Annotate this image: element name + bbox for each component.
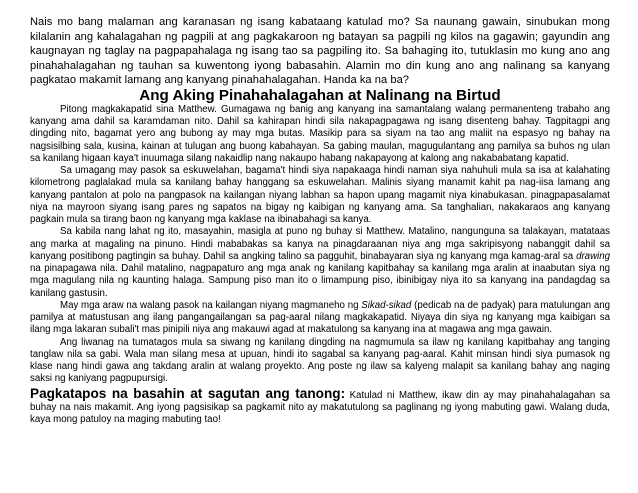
story-title: Ang Aking Pinahahalagahan at Nalinang na Birtud <box>139 86 501 104</box>
task-heading: Pagkatapos na basahin at sagutan ang tanong: <box>30 385 346 401</box>
story-paragraph-4-rest: (pedicab na de padyak) para matulungan ang pamilya at matustusan ang ilang pangangailangan sa pag-aaral nilang magkakapatid. Niyaya din siya ng kanyang mga kaibigan sa ilang mga lakaran subali't mas pinipili niya ang makauwi agad at makatulong sa kanyang ina at magawa ang mga gawain. <box>30 299 610 336</box>
story-paragraph-5: Ang liwanag na tumatagos mula sa siwang ng kanilang dingding na nagmumula sa ilaw ng kanilang kapitbahay ang tanging tanglaw nila sa gabi. Wala man silang mesa at upuan, hindi ito sagabal sa kanyang pag-aaral. Kahit minsan hindi siya pumasok ng klase nang hindi gawa ang takdang aralin at walang proyekto. Ang poste ng ilaw sa kalyeng malapit sa kanilang bahay ang naging saksi ng kaniyang pagpupursigi. <box>30 336 610 385</box>
story-paragraph-3-text: Sa kabila nang lahat ng ito, masayahin, masigla at puno ng buhay si Matthew. Matalino, nangunguna sa talakayan, matataas ang marka at magaling na pinuno. Hindi mababakas sa kanya na pinagdaraanan niya ang mga sakripisyong nabanggit dahil sa kanyang positibong pagtingin sa buhay. Dahil sa angking talino sa pagguhit, binabayaran siya ng kanyang mga kamag-aral sa <box>30 226 610 262</box>
story-paragraph-3-rest: na pinapagawa nila. Dahil matalino, nagpapaturo ang mga anak ng kanilang kapitbahay sa kanilang mga aralin at inaabutan siya ng mga magulang nila ng kaunting halaga. Sampung piso man ito o limampung piso, ibinibigay niya ito sa kanyang ina pandagdag sa kanilang gastusin. <box>30 263 610 299</box>
story-paragraph-2: Sa umagang may pasok sa eskuwelahan, bagama't hindi siya napakaaga hindi naman siya nahuhuli mula sa isa at kalahating kilometrong paglalakad mula sa kanilang bahay hanggang sa eskuwelahan. Malinis siyang manamit kahit pa nag-iisa lamang ang kanyang pantalon at polo na pangpasok na kailangan niyang labhan sa hapon upang magamit niya kinabukasan. pinagpapasalamat niya na mayroon siyang isang pares ng sapatos na bigay ng kaibigan ng kanyang ama. Sa tanghalian, nakakaraos ang kanyang pagkain mula sa tirang baon ng kanyang mga kaklase na ibinabahagi sa kanya. <box>30 165 610 226</box>
task-section <box>30 387 610 427</box>
sikad-sikad-word: Sikad-sikad <box>361 299 412 311</box>
document-page <box>30 15 610 426</box>
story-paragraph-4 <box>30 300 610 337</box>
story-paragraph-4-text: May mga araw na walang pasok na kailangan niyang magmaneho ng <box>60 299 359 311</box>
intro-paragraph: Nais mo bang malaman ang karanasan ng isang kabataang katulad mo? Sa naunang gawain, sinubukan mong kilalanin ang kahalagahan ng pagpili at ang pagkakaroon ng batayan sa pagpili ng kilos na gagawin; gayundin ang kaugnayan ng taglay na pagpapahalaga ng isang tao sa pagpiling ito. Sa bahaging ito, tutuklasin mo kung ano ang pinahahalagahan ng tauhan sa kuwentong iyong babasahin. Alamin mo din kung ano ang nalinang sa kanyang pagkatao makamit lamang ang kanyang pinahahalagahan. Handa ka na ba? <box>30 16 610 87</box>
task-text: Katulad ni Matthew, ikaw din ay may pinahahalagahan sa buhay na nais makamit. Ang iyong pagsisikap sa pagkamit nito ay makatutulong sa paglinang ng iyong mabuting gawi. Walang duda, kaya mong patuloy na maging mabuting tao! <box>30 389 610 426</box>
drawing-word: drawing <box>576 250 610 262</box>
story-paragraph-3 <box>30 226 610 300</box>
story-paragraph-1: Pitong magkakapatid sina Matthew. Gumagawa ng banig ang kanyang ina samantalang walang permanenteng trabaho ang kanyang ama dahil sa karamdaman nito. Dahil sa kahirapan hindi sila nakapagpagawa ng isang disenteng bahay. Tagpitagpi ang dingding nito, bagamat yero ang bubong ay may mga butas. Masikip para sa siyam na tao ang maliit na espasyo ng bahay na nagsisilbing sala, kusina, kainan at tulugan ang buong kabahayan. Sa gabing maulan, magugulantang ang pamilya sa buhos ng ulan sa kanilang higaan kaya't inuumaga silang nakaidlip nang nakaupo habang nakapayong at kalong ang nakababatang kapatid. <box>30 103 610 164</box>
